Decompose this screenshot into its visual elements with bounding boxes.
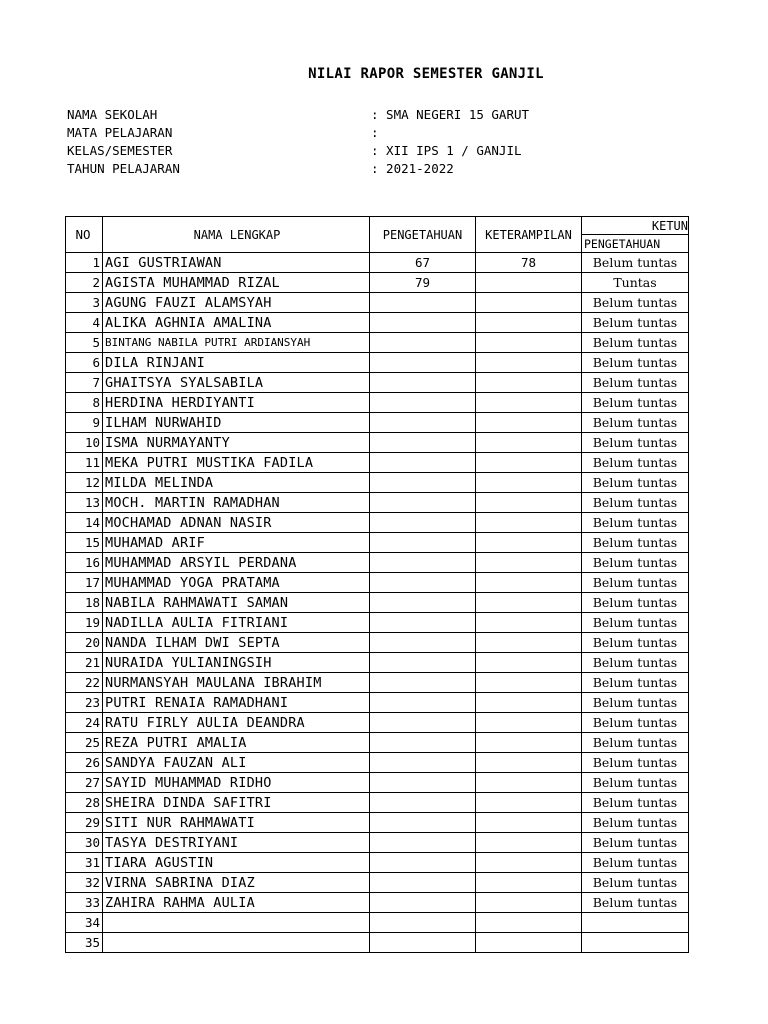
- score-keterampilan: [476, 653, 582, 673]
- page-title: NILAI RAPOR SEMESTER GANJIL: [308, 66, 544, 82]
- table-row: [66, 673, 689, 693]
- row-number: 7: [66, 373, 103, 393]
- student-name: TIARA AGUSTIN: [103, 853, 370, 873]
- score-pengetahuan: [370, 533, 476, 553]
- student-name: DILA RINJANI: [103, 353, 370, 373]
- row-number: 34: [66, 913, 103, 933]
- info-label: TAHUN PELAJARAN: [67, 161, 180, 176]
- table-row: [66, 773, 689, 793]
- status-ketuntasan: Belum tuntas: [582, 333, 689, 353]
- score-keterampilan: [476, 493, 582, 513]
- score-pengetahuan: [370, 333, 476, 353]
- table-row: [66, 573, 689, 593]
- student-name: NURMANSYAH MAULANA IBRAHIM: [103, 673, 370, 693]
- student-name: ISMA NURMAYANTY: [103, 433, 370, 453]
- header-name: NAMA LENGKAP: [103, 217, 370, 253]
- score-keterampilan: [476, 633, 582, 653]
- student-name: HERDINA HERDIYANTI: [103, 393, 370, 413]
- score-keterampilan: [476, 613, 582, 633]
- status-ketuntasan: Belum tuntas: [582, 773, 689, 793]
- score-pengetahuan: [370, 713, 476, 733]
- row-number: 5: [66, 333, 103, 353]
- status-ketuntasan: [582, 933, 689, 953]
- table-row: [66, 853, 689, 873]
- info-row-subject: [67, 124, 529, 142]
- score-keterampilan: [476, 893, 582, 913]
- table-row: [66, 513, 689, 533]
- score-pengetahuan: [370, 853, 476, 873]
- status-ketuntasan: Belum tuntas: [582, 433, 689, 453]
- table-row: [66, 273, 689, 293]
- table-row: [66, 253, 689, 273]
- header-ketuntasan: KETUN: [582, 217, 689, 235]
- grade-table: [65, 216, 689, 953]
- table-row: [66, 753, 689, 773]
- score-keterampilan: [476, 433, 582, 453]
- table-row: [66, 913, 689, 933]
- score-pengetahuan: [370, 453, 476, 473]
- score-pengetahuan: [370, 593, 476, 613]
- header-ketuntasan-pengetahuan: PENGETAHUAN: [582, 235, 689, 253]
- student-name: PUTRI RENAIA RAMADHANI: [103, 693, 370, 713]
- score-pengetahuan: [370, 933, 476, 953]
- status-ketuntasan: Belum tuntas: [582, 893, 689, 913]
- table-row: [66, 373, 689, 393]
- student-name: ALIKA AGHNIA AMALINA: [103, 313, 370, 333]
- score-pengetahuan: [370, 693, 476, 713]
- student-name: ILHAM NURWAHID: [103, 413, 370, 433]
- status-ketuntasan: Belum tuntas: [582, 373, 689, 393]
- score-keterampilan: [476, 293, 582, 313]
- score-pengetahuan: [370, 893, 476, 913]
- score-keterampilan: [476, 513, 582, 533]
- score-keterampilan: [476, 913, 582, 933]
- status-ketuntasan: Belum tuntas: [582, 673, 689, 693]
- table-row: [66, 793, 689, 813]
- table-row: [66, 633, 689, 653]
- row-number: 26: [66, 753, 103, 773]
- score-keterampilan: [476, 673, 582, 693]
- row-number: 33: [66, 893, 103, 913]
- score-pengetahuan: [370, 353, 476, 373]
- table-row: [66, 613, 689, 633]
- status-ketuntasan: Belum tuntas: [582, 553, 689, 573]
- student-name: MUHAMAD ARIF: [103, 533, 370, 553]
- score-pengetahuan: [370, 653, 476, 673]
- table-row: [66, 593, 689, 613]
- status-ketuntasan: Belum tuntas: [582, 733, 689, 753]
- score-keterampilan: [476, 813, 582, 833]
- student-name: ZAHIRA RAHMA AULIA: [103, 893, 370, 913]
- status-ketuntasan: Belum tuntas: [582, 653, 689, 673]
- score-pengetahuan: [370, 833, 476, 853]
- score-keterampilan: [476, 773, 582, 793]
- student-name: REZA PUTRI AMALIA: [103, 733, 370, 753]
- score-keterampilan: [476, 373, 582, 393]
- student-name: MOCH. MARTIN RAMADHAN: [103, 493, 370, 513]
- status-ketuntasan: Belum tuntas: [582, 353, 689, 373]
- row-number: 24: [66, 713, 103, 733]
- row-number: 27: [66, 773, 103, 793]
- score-keterampilan: [476, 473, 582, 493]
- score-pengetahuan: [370, 573, 476, 593]
- score-pengetahuan: [370, 913, 476, 933]
- status-ketuntasan: Belum tuntas: [582, 533, 689, 553]
- row-number: 2: [66, 273, 103, 293]
- score-keterampilan: 78: [476, 253, 582, 273]
- table-row: [66, 453, 689, 473]
- header-no: NO: [66, 217, 103, 253]
- status-ketuntasan: Belum tuntas: [582, 793, 689, 813]
- score-keterampilan: [476, 393, 582, 413]
- score-pengetahuan: [370, 493, 476, 513]
- header-keterampilan: KETERAMPILAN: [476, 217, 582, 253]
- score-keterampilan: [476, 733, 582, 753]
- status-ketuntasan: Belum tuntas: [582, 413, 689, 433]
- score-pengetahuan: 67: [370, 253, 476, 273]
- student-name: SANDYA FAUZAN ALI: [103, 753, 370, 773]
- student-name: AGUNG FAUZI ALAMSYAH: [103, 293, 370, 313]
- row-number: 29: [66, 813, 103, 833]
- student-name: GHAITSYA SYALSABILA: [103, 373, 370, 393]
- table-row: [66, 313, 689, 333]
- score-keterampilan: [476, 413, 582, 433]
- school-info: [67, 106, 529, 178]
- row-number: 9: [66, 413, 103, 433]
- status-ketuntasan: Belum tuntas: [582, 753, 689, 773]
- row-number: 16: [66, 553, 103, 573]
- score-pengetahuan: [370, 633, 476, 653]
- status-ketuntasan: Belum tuntas: [582, 253, 689, 273]
- status-ketuntasan: Belum tuntas: [582, 633, 689, 653]
- score-pengetahuan: [370, 613, 476, 633]
- grade-table-body: [66, 253, 689, 953]
- table-row: [66, 473, 689, 493]
- status-ketuntasan: Belum tuntas: [582, 293, 689, 313]
- row-number: 14: [66, 513, 103, 533]
- student-name: MILDA MELINDA: [103, 473, 370, 493]
- score-keterampilan: [476, 593, 582, 613]
- table-row: [66, 553, 689, 573]
- score-pengetahuan: [370, 513, 476, 533]
- table-row: [66, 873, 689, 893]
- row-number: 3: [66, 293, 103, 313]
- score-pengetahuan: [370, 673, 476, 693]
- row-number: 17: [66, 573, 103, 593]
- row-number: 6: [66, 353, 103, 373]
- row-number: 1: [66, 253, 103, 273]
- table-row: [66, 893, 689, 913]
- info-row-school: [67, 106, 529, 124]
- student-name: SITI NUR RAHMAWATI: [103, 813, 370, 833]
- score-pengetahuan: [370, 753, 476, 773]
- row-number: 4: [66, 313, 103, 333]
- table-row: [66, 653, 689, 673]
- score-keterampilan: [476, 313, 582, 333]
- row-number: 13: [66, 493, 103, 513]
- row-number: 35: [66, 933, 103, 953]
- score-pengetahuan: [370, 733, 476, 753]
- score-keterampilan: [476, 693, 582, 713]
- table-row: [66, 813, 689, 833]
- student-name: AGISTA MUHAMMAD RIZAL: [103, 273, 370, 293]
- score-pengetahuan: [370, 313, 476, 333]
- status-ketuntasan: Belum tuntas: [582, 693, 689, 713]
- status-ketuntasan: Belum tuntas: [582, 613, 689, 633]
- status-ketuntasan: Belum tuntas: [582, 493, 689, 513]
- row-number: 8: [66, 393, 103, 413]
- status-ketuntasan: Belum tuntas: [582, 573, 689, 593]
- row-number: 18: [66, 593, 103, 613]
- score-keterampilan: [476, 753, 582, 773]
- student-name: MEKA PUTRI MUSTIKA FADILA: [103, 453, 370, 473]
- score-pengetahuan: [370, 393, 476, 413]
- student-name: NANDA ILHAM DWI SEPTA: [103, 633, 370, 653]
- student-name: [103, 913, 370, 933]
- info-value: : SMA NEGERI 15 GARUT: [371, 107, 530, 122]
- score-pengetahuan: [370, 293, 476, 313]
- row-number: 12: [66, 473, 103, 493]
- score-keterampilan: [476, 793, 582, 813]
- student-name: SHEIRA DINDA SAFITRI: [103, 793, 370, 813]
- table-row: [66, 933, 689, 953]
- student-name: [103, 933, 370, 953]
- status-ketuntasan: Belum tuntas: [582, 313, 689, 333]
- status-ketuntasan: Belum tuntas: [582, 473, 689, 493]
- row-number: 32: [66, 873, 103, 893]
- row-number: 30: [66, 833, 103, 853]
- table-row: [66, 533, 689, 553]
- score-keterampilan: [476, 933, 582, 953]
- student-name: BINTANG NABILA PUTRI ARDIANSYAH: [103, 333, 370, 353]
- score-pengetahuan: [370, 553, 476, 573]
- student-name: RATU FIRLY AULIA DEANDRA: [103, 713, 370, 733]
- row-number: 19: [66, 613, 103, 633]
- table-row: [66, 713, 689, 733]
- score-pengetahuan: [370, 813, 476, 833]
- table-row: [66, 293, 689, 313]
- table-row: [66, 693, 689, 713]
- student-name: MUHAMMAD YOGA PRATAMA: [103, 573, 370, 593]
- student-name: SAYID MUHAMMAD RIDHO: [103, 773, 370, 793]
- score-keterampilan: [476, 553, 582, 573]
- row-number: 15: [66, 533, 103, 553]
- score-keterampilan: [476, 573, 582, 593]
- info-value: : XII IPS 1 / GANJIL: [371, 143, 522, 158]
- row-number: 23: [66, 693, 103, 713]
- student-name: MUHAMMAD ARSYIL PERDANA: [103, 553, 370, 573]
- status-ketuntasan: Belum tuntas: [582, 513, 689, 533]
- student-name: NABILA RAHMAWATI SAMAN: [103, 593, 370, 613]
- row-number: 25: [66, 733, 103, 753]
- info-label: MATA PELAJARAN: [67, 125, 173, 140]
- status-ketuntasan: Belum tuntas: [582, 833, 689, 853]
- status-ketuntasan: [582, 913, 689, 933]
- score-pengetahuan: [370, 793, 476, 813]
- score-pengetahuan: [370, 873, 476, 893]
- info-value: : 2021-2022: [371, 161, 454, 176]
- score-keterampilan: [476, 353, 582, 373]
- info-label: KELAS/SEMESTER: [67, 143, 173, 158]
- student-name: VIRNA SABRINA DIAZ: [103, 873, 370, 893]
- status-ketuntasan: Belum tuntas: [582, 813, 689, 833]
- info-row-year: [67, 160, 529, 178]
- row-number: 11: [66, 453, 103, 473]
- score-pengetahuan: [370, 473, 476, 493]
- score-keterampilan: [476, 333, 582, 353]
- row-number: 28: [66, 793, 103, 813]
- table-row: [66, 493, 689, 513]
- status-ketuntasan: Belum tuntas: [582, 393, 689, 413]
- score-pengetahuan: [370, 433, 476, 453]
- student-name: TASYA DESTRIYANI: [103, 833, 370, 853]
- table-row: [66, 393, 689, 413]
- table-row: [66, 333, 689, 353]
- score-keterampilan: [476, 713, 582, 733]
- row-number: 21: [66, 653, 103, 673]
- row-number: 10: [66, 433, 103, 453]
- status-ketuntasan: Belum tuntas: [582, 853, 689, 873]
- table-row: [66, 433, 689, 453]
- table-row: [66, 413, 689, 433]
- info-row-class: [67, 142, 529, 160]
- score-pengetahuan: [370, 373, 476, 393]
- row-number: 22: [66, 673, 103, 693]
- score-pengetahuan: [370, 773, 476, 793]
- status-ketuntasan: Belum tuntas: [582, 453, 689, 473]
- score-keterampilan: [476, 453, 582, 473]
- row-number: 20: [66, 633, 103, 653]
- score-keterampilan: [476, 873, 582, 893]
- student-name: MOCHAMAD ADNAN NASIR: [103, 513, 370, 533]
- status-ketuntasan: Belum tuntas: [582, 873, 689, 893]
- student-name: NURAIDA YULIANINGSIH: [103, 653, 370, 673]
- status-ketuntasan: Belum tuntas: [582, 593, 689, 613]
- table-row: [66, 833, 689, 853]
- status-ketuntasan: Tuntas: [582, 273, 689, 293]
- student-name: NADILLA AULIA FITRIANI: [103, 613, 370, 633]
- header-pengetahuan: PENGETAHUAN: [370, 217, 476, 253]
- table-row: [66, 353, 689, 373]
- score-pengetahuan: 79: [370, 273, 476, 293]
- table-row: [66, 733, 689, 753]
- row-number: 31: [66, 853, 103, 873]
- score-keterampilan: [476, 853, 582, 873]
- info-label: NAMA SEKOLAH: [67, 107, 158, 122]
- score-pengetahuan: [370, 413, 476, 433]
- score-keterampilan: [476, 273, 582, 293]
- score-keterampilan: [476, 533, 582, 553]
- info-value: :: [371, 125, 379, 140]
- status-ketuntasan: Belum tuntas: [582, 713, 689, 733]
- score-keterampilan: [476, 833, 582, 853]
- student-name: AGI GUSTRIAWAN: [103, 253, 370, 273]
